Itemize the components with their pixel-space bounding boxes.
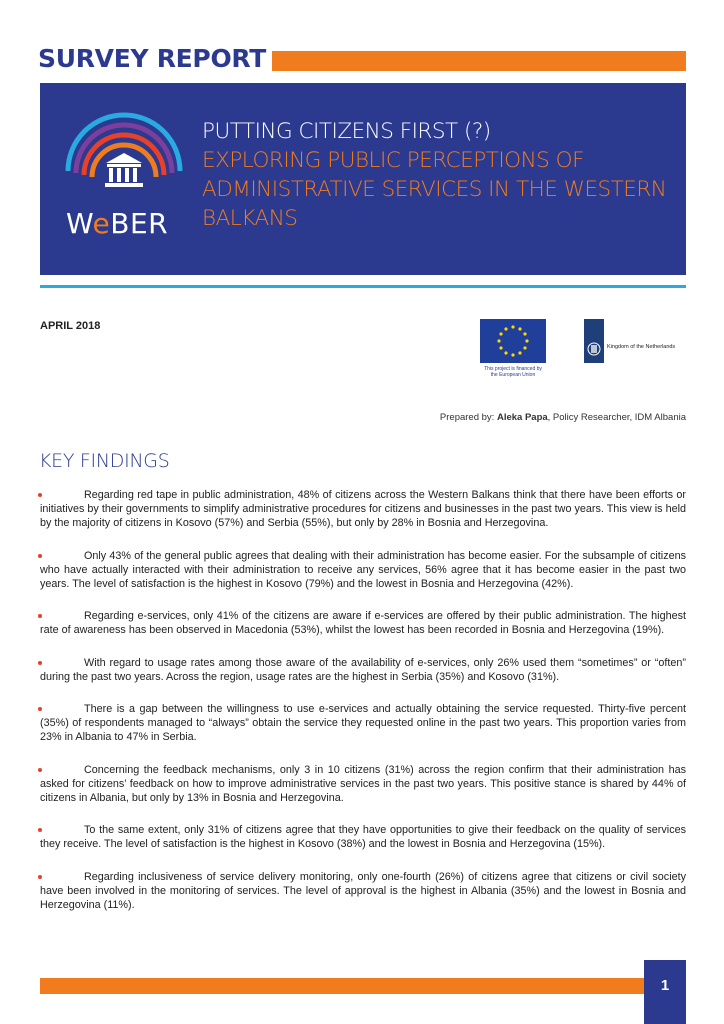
prepared-by-line: Prepared by: Aleka Papa, Policy Researcher, IDM Albania bbox=[439, 412, 686, 423]
key-findings-list bbox=[40, 488, 686, 930]
bullet-icon bbox=[38, 875, 42, 879]
finding-item: Regarding e-services, only 41% of the citizens are aware if e-services are offered by their public administration. The highest rate of awareness has been observed in Macedonia (53%), whilst the lowest has been recorded in Bosnia and Herzegovina (19%). bbox=[40, 610, 686, 636]
finding-item: Only 43% of the general public agrees that dealing with their administration has become easier. For the subsample of citizens who have actually interacted with their administration to receive any services, 56% agree that it has become easier in the past two years. The level of satisfaction is the highest in Kosovo (79%) and the lowest in Bosnia and Herzegovina (42%). bbox=[40, 549, 686, 590]
bullet-icon bbox=[38, 661, 42, 665]
bullet-icon bbox=[38, 828, 42, 832]
author-name: Aleka Papa bbox=[496, 412, 548, 423]
eu-flag-icon bbox=[480, 319, 546, 363]
top-orange-bar bbox=[272, 51, 686, 71]
netherlands-emblem-icon bbox=[584, 319, 604, 363]
report-title bbox=[202, 117, 672, 233]
finding-item: With regard to usage rates among those aware of the availability of e-services, only 26% used them “sometimes” or “often” during the past two years. Across the region, usage rates are the highest in Serbia (35%) and Kosovo (31%). bbox=[40, 656, 686, 683]
bullet-icon bbox=[38, 554, 42, 558]
title-banner bbox=[40, 83, 686, 275]
finding-item: Regarding red tape in public administration, 48% of citizens across the Western Balkans think that there have been efforts or initiatives by their governments to simplify administrative procedures for citizens and businesses in the past two years. This view is held by the majority of citizens in Kosovo (57%) and Serbia (55%), but only by 28% in Bosnia and Herzegovina. bbox=[40, 489, 686, 529]
key-findings-heading: KEY FINDINGS bbox=[39, 450, 170, 472]
title-line-main: PUTTING CITIZENS FIRST (?) bbox=[202, 119, 491, 144]
netherlands-logo-block bbox=[584, 319, 704, 365]
finding-item: Regarding inclusiveness of service delivery monitoring, only one-fourth (26%) of citizens agree that citizens or civil society have been involved in the monitoring of services. The level of approval is the highest in Albania (35%) and the lowest in Bosnia and Herzegovina (11%). bbox=[40, 870, 686, 911]
eu-caption: This project is financed by the European Union bbox=[484, 366, 542, 378]
page-number-box bbox=[644, 960, 686, 1024]
bullet-icon bbox=[38, 493, 42, 497]
logo-wordmark: WeBER bbox=[66, 207, 169, 240]
title-line-subtitle: EXPLORING PUBLIC PERCEPTIONS OF ADMINISTRATIVE SERVICES IN THE WESTERN BALKANS bbox=[202, 148, 667, 231]
finding-item: There is a gap between the willingness to use e-services and actually obtaining the service requested. Thirty-five percent (35%) of respondents managed to “always” obtain the service they requested online in the past two years. This proportion varies from 23% in Albania to 47% in Serbia. bbox=[40, 703, 686, 743]
eu-logo-block bbox=[480, 319, 546, 378]
report-label: SURVEY REPORT bbox=[38, 44, 266, 73]
finding-item: To the same extent, only 31% of citizens agree that they have opportunities to give their feedback on the quality of services they receive. The level of satisfaction is the highest in Kosovo (38%) and the lowest in Bosnia and Herzegovina (15%). bbox=[40, 824, 686, 850]
banner-underline bbox=[40, 285, 686, 288]
bullet-icon bbox=[38, 707, 42, 711]
bullet-icon bbox=[38, 614, 42, 618]
bullet-icon bbox=[38, 768, 42, 772]
finding-item: Concerning the feedback mechanisms, only 3 in 10 citizens (31%) across the region confirm that their administration has asked for citizens’ feedback on how to improve administrative services in the past two years. This positive stance is shared by 44% of citizens in Albania, but only by 13% in Bosnia and Herzegovina. bbox=[40, 763, 686, 804]
weber-logo-icon bbox=[60, 93, 188, 205]
page-number: 1 bbox=[660, 977, 670, 994]
publication-date: APRIL 2018 bbox=[40, 320, 101, 332]
netherlands-caption: Kingdom of the Netherlands bbox=[607, 344, 676, 350]
bottom-orange-bar bbox=[40, 978, 644, 994]
weber-logo bbox=[60, 93, 188, 243]
